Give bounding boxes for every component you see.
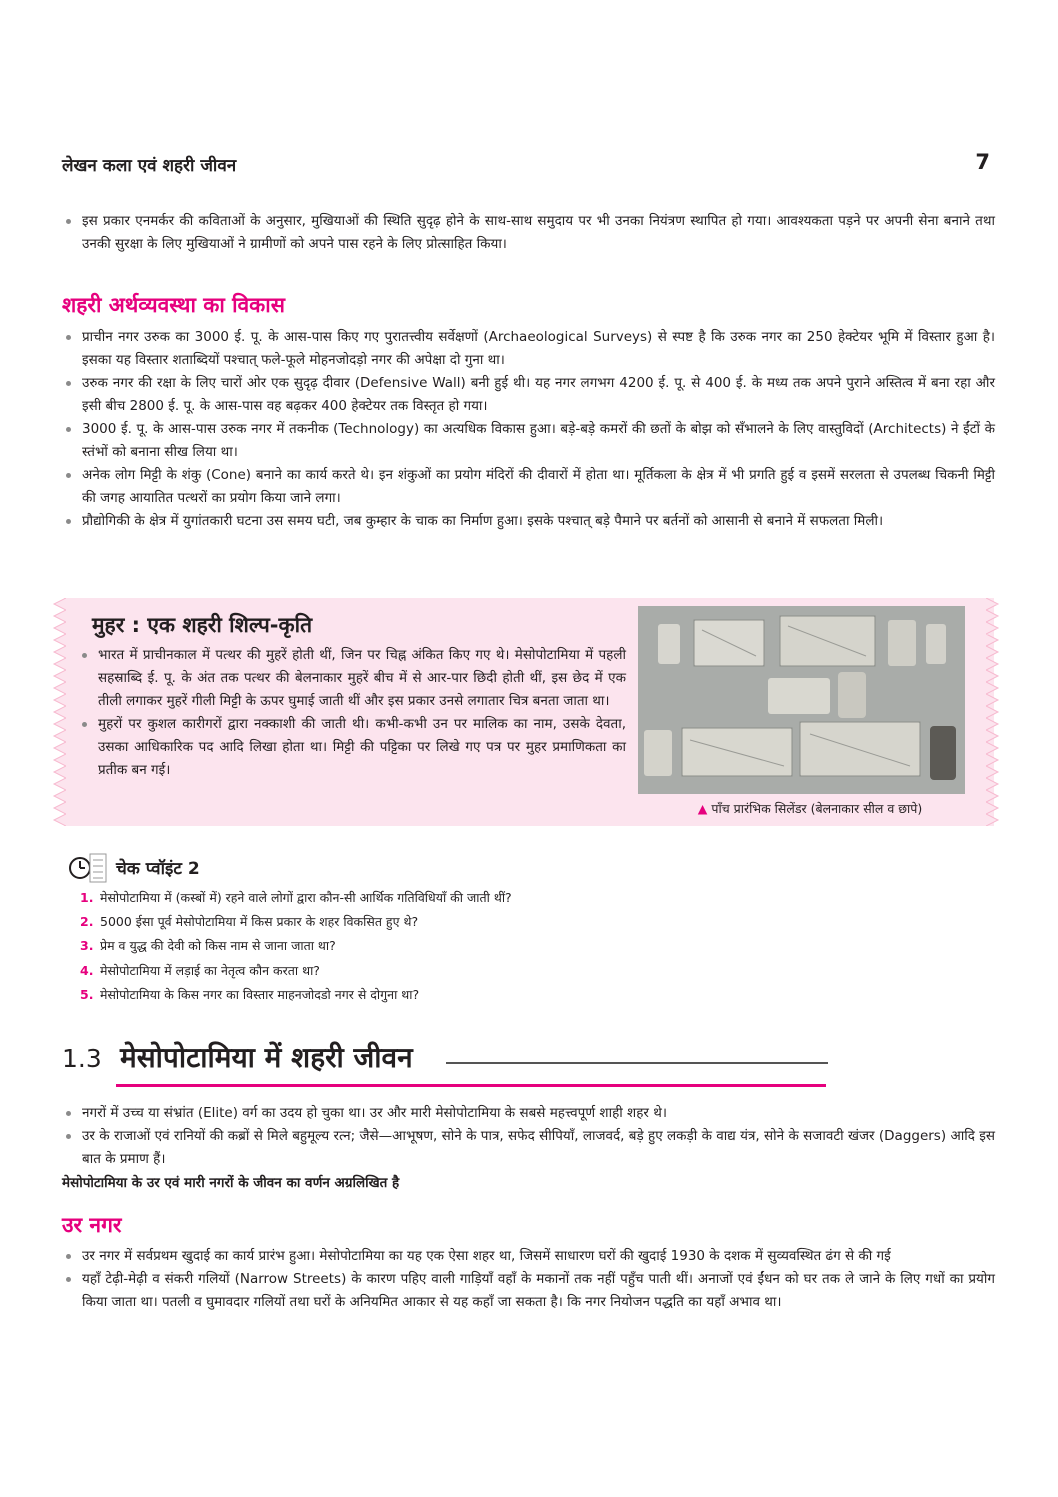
cylinder-seals-photo — [638, 606, 965, 794]
list-item: नगरों में उच्च या संभ्रांत (Elite) वर्ग का उदय हो चुका था। उर और मारी मेसोपोटामिया के सबसे महत्त्वपूर्ण शाही शहर थे। — [62, 1102, 995, 1125]
section-1-3-list — [62, 1102, 995, 1171]
chapter-title: लेखन कला एवं शहरी जीवन — [62, 156, 237, 176]
list-item: इस प्रकार एनमर्कर की कविताओं के अनुसार, मुखियाओं की स्थिति सुदृढ़ होने के साथ-साथ समुदाय पर भी उनका नियंत्रण स्थापित हो गया। आवश्यकता पड़ने पर अपनी सेना बनाने तथा उनकी सुरक्षा के लिए मुखियाओं ने ग्रामीणों को अपने पास रहने के लिए प्रोत्साहित किया। — [62, 210, 995, 256]
section-title: मेसोपोटामिया में शहरी जीवन — [120, 1041, 413, 1074]
urban-economy-list — [62, 326, 995, 533]
section-heading-ur-city: उर नगर — [62, 1213, 122, 1237]
section-number: 1.3 — [62, 1044, 102, 1073]
lead-line: मेसोपोटामिया के उर एवं मारी नगरों के जीवन का वर्णन अग्रलिखित है — [62, 1175, 400, 1191]
info-box-title: मुहर : एक शहरी शिल्प-कृति — [92, 613, 313, 637]
list-item: 1. मेसोपोटामिया में (कस्बों में) रहने वाले लोगों द्वारा कौन-सी आर्थिक गतिविधियाँ की जाती थीं? — [80, 890, 512, 905]
checkpoint-title: चेक प्वॉइंट 2 — [116, 859, 200, 879]
list-item: उरुक नगर की रक्षा के लिए चारों ओर एक सुदृढ़ दीवार (Defensive Wall) बनी हुई थी। यह नगर लगभग 4200 ई. पू. से 400 ई. के मध्य तक अपने पुराने अस्तित्व में बना रहा और इसी बीच 2800 ई. पू. के आस-पास वह बढ़कर 400 हेक्टेयर तक विस्तृत हो गया। — [62, 372, 995, 418]
list-item: उर नगर में सर्वप्रथम खुदाई का कार्य प्रारंभ हुआ। मेसोपोटामिया का यह एक ऐसा शहर था, जिसमें साधारण घरों की खुदाई 1930 के दशक में सुव्यवस्थित ढंग से की गई — [62, 1245, 995, 1268]
intro-list — [62, 210, 995, 256]
photo-caption — [640, 800, 980, 817]
caption-marker-icon: ▲ — [697, 801, 708, 816]
section-rule — [446, 1062, 828, 1064]
list-item: मुहरों पर कुशल कारीगरों द्वारा नक्काशी की जाती थी। कभी-कभी उन पर मालिक का नाम, उसके देवता, उसका आधिकारिक पद आदि लिखा होता था। मिट्टी की पट्टिका पर लिखे गए पत्र पर मुहर प्रमाणिकता का प्रतीक बन गई। — [78, 713, 626, 782]
list-item: 2. 5000 ईसा पूर्व मेसोपोटामिया में किस प्रकार के शहर विकसित हुए थे? — [80, 914, 419, 930]
section-accent-rule — [116, 1084, 826, 1087]
list-item: भारत में प्राचीनकाल में पत्थर की मुहरें होती थीं, जिन पर चिह्न अंकित किए गए थे। मेसोपोटामिया में पहली सहस्राब्दि ई. पू. के अंत तक पत्थर की बेलनाकार मुहरें बीच में से आर-पार छिदी होती थीं, इस छेद में एक तीली लगाकर मुहरें गीली मिट्टी के ऊपर घुमाई जाती थीं और इस प्रकार उनसे लगातार चित्र बनता जाता था। — [78, 644, 626, 713]
list-item: यहाँ टेढ़ी-मेढ़ी व संकरी गलियों (Narrow Streets) के कारण पहिए वाली गाड़ियाँ वहाँ के मकानों तक नहीं पहुँच पाती थीं। अनाजों एवं ईंधन को घर तक ले जाने के लिए गधों का प्रयोग किया जाता था। पतली व घुमावदार गलियों तथा घरों के अनियमित आकार से यह कहाँ जा सकता है। कि नगर नियोजन पद्धति का यहाँ अभाव था। — [62, 1268, 995, 1314]
zigzag-border-left — [52, 598, 66, 826]
list-item: 5. मेसोपोटामिया के किस नगर का विस्तार माहनजोदडो नगर से दोगुना था? — [80, 986, 420, 1002]
list-item: 4. मेसोपोटामिया में लड़ाई का नेतृत्व कौन करता था? — [80, 962, 320, 978]
list-item: अनेक लोग मिट्टी के शंकु (Cone) बनाने का कार्य करते थे। इन शंकुओं का प्रयोग मंदिरों की दीवारों में होता था। मूर्तिकला के क्षेत्र में भी प्रगति हुई व इसमें सरलता से उपलब्ध चिकनी मिट्टी की जगह आयातित पत्थरों का प्रयोग किया जाने लगा। — [62, 464, 995, 510]
list-item: प्रौद्योगिकी के क्षेत्र में युगांतकारी घटना उस समय घटी, जब कुम्हार के चाक का निर्माण हुआ। इसके पश्चात् बड़े पैमाने पर बर्तनों को आसानी से बनाने में सफलता मिली। — [62, 510, 995, 533]
caption-text: पाँच प्रारंभिक सिलेंडर (बेलनाकार सील व छापे) — [711, 801, 923, 816]
checkpoint-questions — [80, 886, 512, 1007]
info-box-list — [78, 644, 626, 782]
section-heading-urban-economy: शहरी अर्थव्यवस्था का विकास — [62, 293, 285, 317]
page-number: 7 — [975, 150, 990, 174]
ur-city-list — [62, 1245, 995, 1314]
list-item: 3. प्रेम व युद्ध की देवी को किस नाम से जाना जाता था? — [80, 938, 336, 954]
list-item: उर के राजाओं एवं रानियों की कब्रों से मिले बहुमूल्य रत्न; जैसे—आभूषण, सोने के पात्र, सफेद सीपियाँ, लाजवर्द, बड़े हुए लकड़ी के वाद्य यंत्र, सोने के सजावटी खंजर (Daggers) आदि इस बात के प्रमाण हैं। — [62, 1125, 995, 1171]
list-item: 3000 ई. पू. के आस-पास उरुक नगर में तकनीक (Technology) का अत्यधिक विकास हुआ। बड़े-बड़े कमरों की छतों के बोझ को सँभालने के लिए वास्तुविदों (Architects) ने ईंटों के स्तंभों को बनाना सीख लिया था। — [62, 418, 995, 464]
zigzag-border-right — [986, 598, 1000, 826]
list-item: प्राचीन नगर उरुक का 3000 ई. पू. के आस-पास किए गए पुरातत्त्वीय सर्वेक्षणों (Archaeological Surveys) से स्पष्ट है कि उरुक नगर का 250 हेक्टेयर भूमि में विस्तार हुआ है। इसका यह विस्तार शताब्दियों पश्चात् फले-फूले मोहनजोदड़ो नगर की अपेक्षा दो गुना था। — [62, 326, 995, 372]
checkpoint-clock-icon — [66, 850, 110, 886]
